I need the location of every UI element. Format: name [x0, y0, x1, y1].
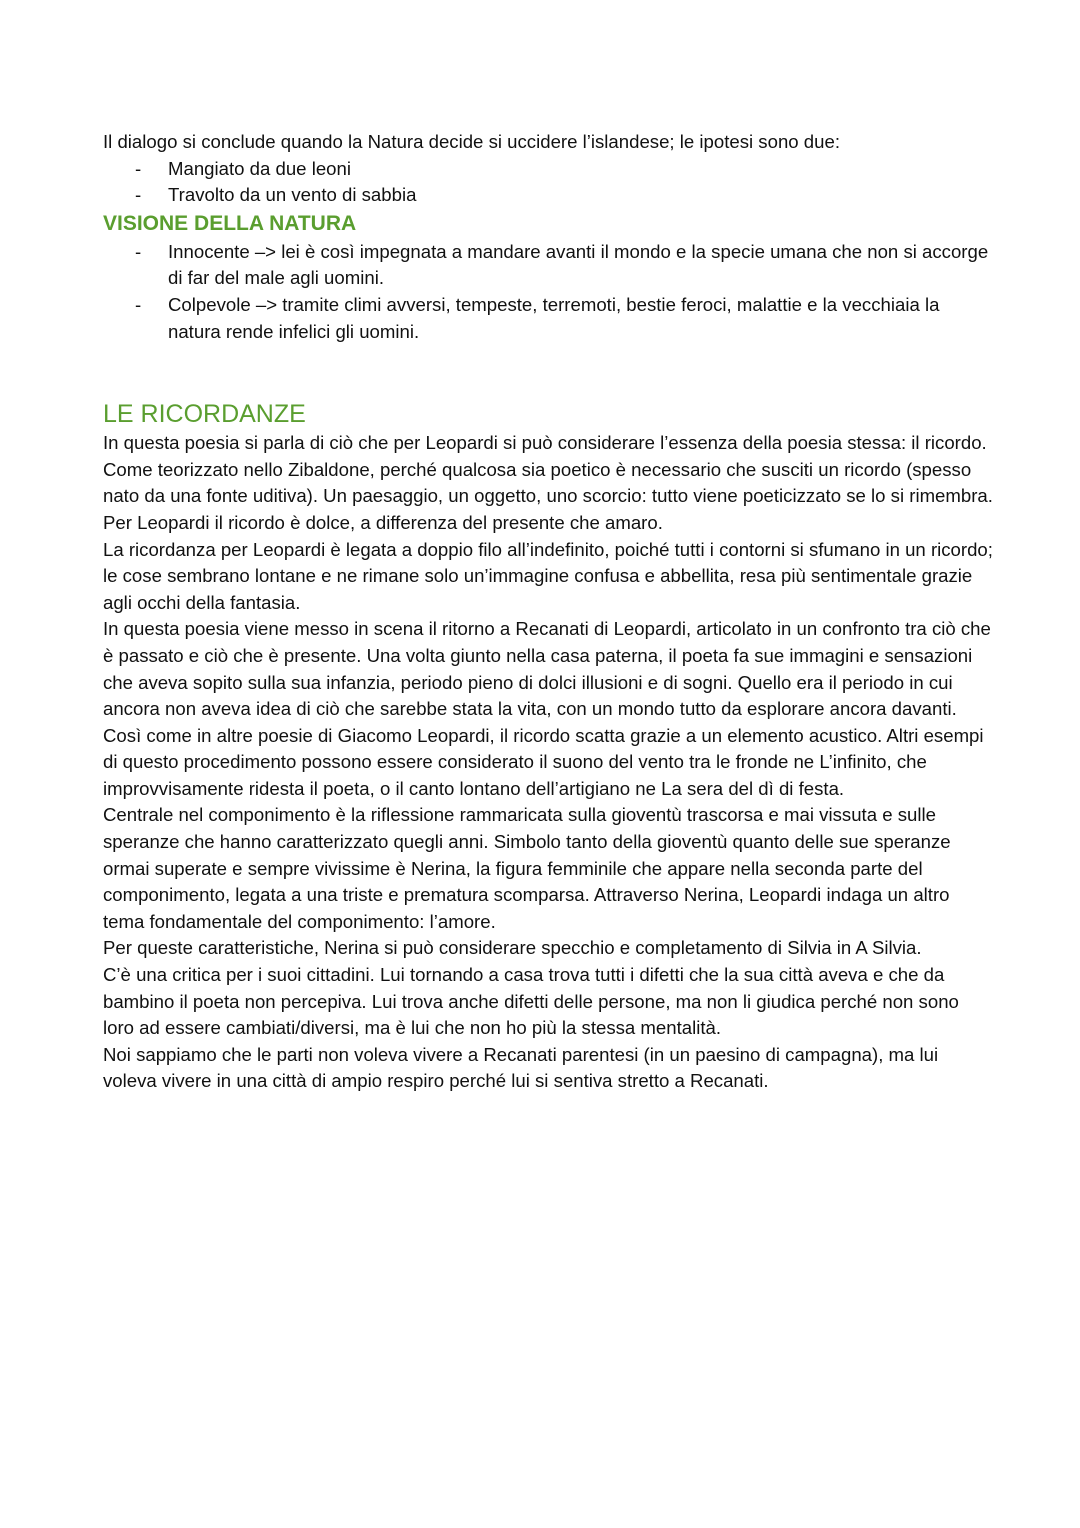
- visione-list: [103, 239, 993, 345]
- paragraph: Per queste caratteristiche, Nerina si può considerare specchio e completamento di Silvia in A Silvia.: [103, 937, 922, 959]
- ipotesi-list: [103, 156, 993, 209]
- list-item: - Colpevole –> tramite climi avversi, tempeste, terremoti, bestie feroci, malattie e la vecchiaia la natura rende infelici gli uomini.: [135, 293, 940, 342]
- dash-bullet: -: [135, 240, 142, 262]
- paragraph: In questa poesia si parla di ciò che per Leopardi si può considerare l’essenza della poesia stessa: il ricordo. Come teorizzato nello Zibaldone, perché qualcosa sia poetico è necessario che susciti un ricordo (spesso nato da una fonte uditiva). Un paesaggio, un oggetto, uno scorcio: tutto viene poeticizzato se lo si rimembra.: [103, 432, 993, 507]
- ricordanze-body: [103, 430, 993, 1095]
- dash-bullet: -: [135, 157, 142, 179]
- dash-bullet: -: [135, 293, 142, 315]
- paragraph: La ricordanza per Leopardi è legata a doppio filo all’indefinito, poiché tutti i contorni si sfumano in un ricordo; le cose sembrano lontane e ne rimane solo un’immagine confusa e abbellita, resa più sentimentale grazie agli occhi della fantasia.: [103, 538, 993, 613]
- paragraph: Centrale nel componimento è la riflessione rammaricata sulla gioventù trascorsa e mai vissuta e sulle speranze che hanno caratterizzato quegli anni. Simbolo tanto della gioventù quanto delle sue speranze ormai superate e sempre vivissime è Nerina, la figura femminile che appare nella seconda parte del componimento, legata a una triste e prematura scomparsa. Attraverso Nerina, Leopardi indaga un altro tema fondamentale del componimento: l’amore.: [103, 804, 951, 932]
- intro-paragraph: Il dialogo si conclude quando la Natura decide si uccidere l’islandese; le ipotesi sono due:: [103, 131, 840, 152]
- list-item: - Innocente –> lei è così impegnata a mandare avanti il mondo e la specie umana che non si accorge di far del male agli uomini.: [135, 240, 989, 289]
- dash-bullet: -: [135, 184, 142, 206]
- paragraph: Noi sappiamo che le parti non voleva vivere a Recanati parentesi (in un paesino di campagna), ma lui voleva vivere in una città di ampio respiro perché lui si sentiva stretto a Recanati.: [103, 1043, 939, 1092]
- paragraph: Così come in altre poesie di Giacomo Leopardi, il ricordo scatta grazie a un elemento acustico. Altri esempi di questo procedimento possono essere considerato il suono del vento tra le fronde ne L’infinito, che improvvisamente ridesta il poeta, o il canto lontano dell’artigiano ne La sera del dì di festa.: [103, 724, 984, 799]
- ricordanze-heading: LE RICORDANZE: [103, 400, 306, 429]
- paragraph: In questa poesia viene messo in scena il ritorno a Recanati di Leopardi, articolato in un confronto tra ciò che è passato e ciò che è presente. Una volta giunto nella casa paterna, il poeta fa sue immagini e sensazioni che aveva sopito sulla sua infanzia, periodo pieno di dolci illusioni e di sogni. Quello era il periodo in cui ancora non aveva idea di ciò che sarebbe stata la vita, con un mondo tutto da esplorare ancora davanti.: [103, 618, 991, 720]
- document-page: [103, 129, 993, 1095]
- list-item: - Mangiato da due leoni: [103, 156, 993, 183]
- list-item: - Travolto da un vento di sabbia: [103, 182, 993, 209]
- paragraph: Per Leopardi il ricordo è dolce, a differenza del presente che amaro.: [103, 511, 663, 533]
- visione-heading: VISIONE DELLA NATURA: [103, 211, 357, 235]
- paragraph: C’è una critica per i suoi cittadini. Lui tornando a casa trova tutti i difetti che la sua città aveva e che da bambino il poeta non percepiva. Lui trova anche difetti delle persone, ma non li giudica perché non sono loro ad essere cambiati/diversi, ma è lui che non ho più la stessa mentalità.: [103, 964, 959, 1039]
